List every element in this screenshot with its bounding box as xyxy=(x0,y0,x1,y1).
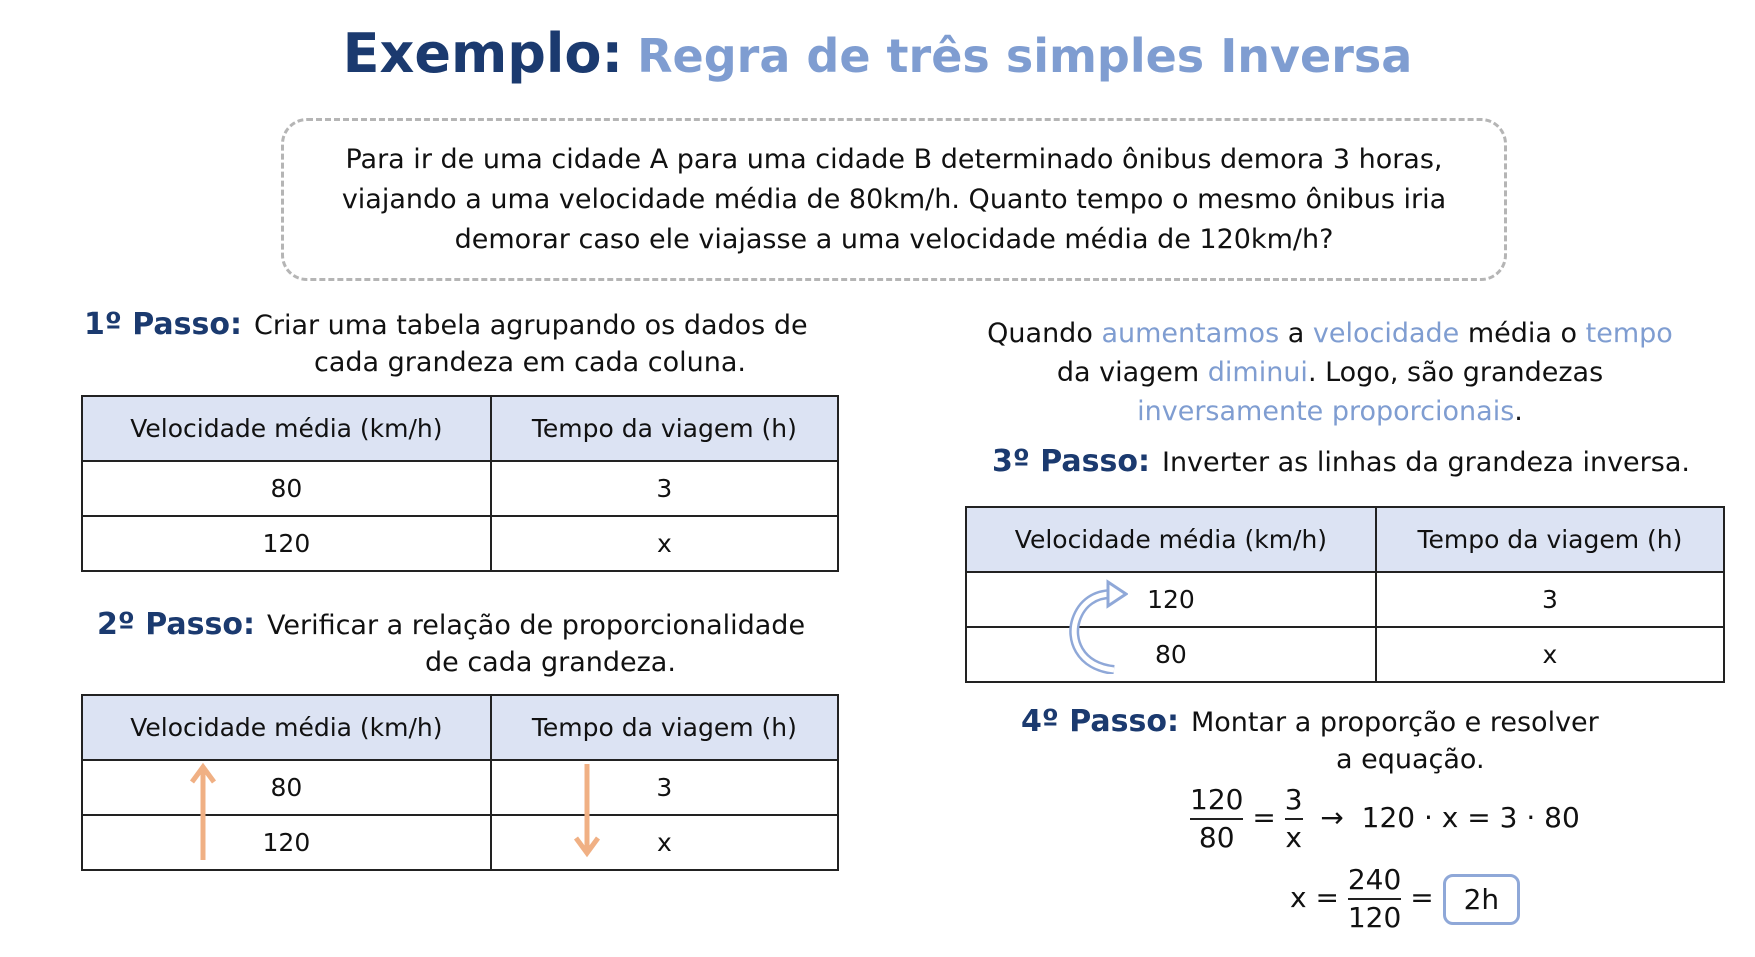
fraction xyxy=(1190,782,1243,856)
cell: 120 xyxy=(82,815,491,870)
numerator: 120 xyxy=(1190,783,1244,816)
text: da viagem xyxy=(1056,357,1200,388)
header-speed: Velocidade média (km/h) xyxy=(966,507,1376,572)
equals: = xyxy=(1410,881,1434,914)
step-label: 4º Passo: xyxy=(1021,704,1179,739)
highlight: tempo xyxy=(1585,318,1673,349)
step-label: 2º Passo: xyxy=(97,607,255,642)
arrow-down-icon xyxy=(572,762,602,858)
problem-box xyxy=(281,118,1507,281)
highlight: aumentamos xyxy=(1101,318,1280,349)
text: média o xyxy=(1467,318,1578,349)
equation-2 xyxy=(1290,862,1520,936)
fraction xyxy=(1348,862,1401,936)
step-label: 1º Passo: xyxy=(84,307,242,342)
header-time: Tempo da viagem (h) xyxy=(1376,507,1724,572)
swap-arrow-icon xyxy=(1068,578,1128,674)
step-text-2: de cada grandeza. xyxy=(425,647,676,678)
header-time: Tempo da viagem (h) xyxy=(491,695,838,760)
step-text: Criar uma tabela agrupando os dados de xyxy=(253,310,808,341)
cell: x xyxy=(491,516,838,571)
numerator: 240 xyxy=(1347,863,1402,896)
highlight: inversamente proporcionais xyxy=(1137,396,1515,427)
step-label: 3º Passo: xyxy=(992,444,1150,479)
answer-box: 2h xyxy=(1443,874,1521,925)
problem-text: Para ir de uma cidade A para uma cidade B determinado ônibus demora 3 horas, viajando a uma velocidade média de 80km/h. Quanto tempo o mesmo ônibus iria demorar caso ele viajasse a uma velocidade média de 120km/h? xyxy=(341,143,1447,255)
step-text: Montar a proporção e resolver xyxy=(1190,707,1599,738)
header-time: Tempo da viagem (h) xyxy=(491,396,838,461)
cell: x xyxy=(491,815,838,870)
denominator: x xyxy=(1285,821,1302,854)
highlight: diminui xyxy=(1207,357,1308,388)
arrow-up-icon xyxy=(188,762,218,862)
cell: 3 xyxy=(491,760,838,815)
step-3 xyxy=(992,443,1690,481)
header-speed: Velocidade média (km/h) xyxy=(82,396,491,461)
step-2 xyxy=(97,606,857,681)
cell: x xyxy=(1376,627,1724,682)
cell: 80 xyxy=(966,627,1376,682)
numerator: 3 xyxy=(1284,783,1303,816)
denominator: 120 xyxy=(1347,901,1402,934)
step-text-2: cada grandeza em cada coluna. xyxy=(314,347,746,378)
table-row xyxy=(82,461,838,516)
fraction xyxy=(1285,782,1303,856)
cell: 120 xyxy=(82,516,491,571)
x-label: x = xyxy=(1290,881,1339,914)
equation-rhs: 120 · x = 3 · 80 xyxy=(1361,801,1580,834)
step-text-2: a equação. xyxy=(1336,744,1485,775)
title-subtitle: Regra de três simples Inversa xyxy=(637,29,1413,83)
step-4 xyxy=(1021,703,1661,778)
equals: = xyxy=(1252,801,1276,834)
cell: 80 xyxy=(82,461,491,516)
explanation xyxy=(965,314,1695,431)
title-prefix: Exemplo: xyxy=(342,22,624,85)
equation-1 xyxy=(1190,782,1580,856)
text: a xyxy=(1287,318,1305,349)
cell: 3 xyxy=(491,461,838,516)
header-speed: Velocidade média (km/h) xyxy=(82,695,491,760)
cell: 3 xyxy=(1376,572,1724,627)
text: . xyxy=(1514,396,1523,427)
table-row xyxy=(82,516,838,571)
text: Quando xyxy=(987,318,1093,349)
step-text: Verificar a relação de proporcionalidade xyxy=(266,610,806,641)
arrow: → xyxy=(1320,801,1344,834)
cell: 120 xyxy=(966,572,1376,627)
cell: 80 xyxy=(82,760,491,815)
highlight: velocidade xyxy=(1312,318,1460,349)
table-1 xyxy=(81,395,839,572)
denominator: 80 xyxy=(1198,821,1235,854)
step-text: Inverter as linhas da grandeza inversa. xyxy=(1161,447,1690,478)
text: . Logo, são grandezas xyxy=(1307,357,1604,388)
page-title xyxy=(0,22,1755,85)
step-1 xyxy=(84,306,844,381)
